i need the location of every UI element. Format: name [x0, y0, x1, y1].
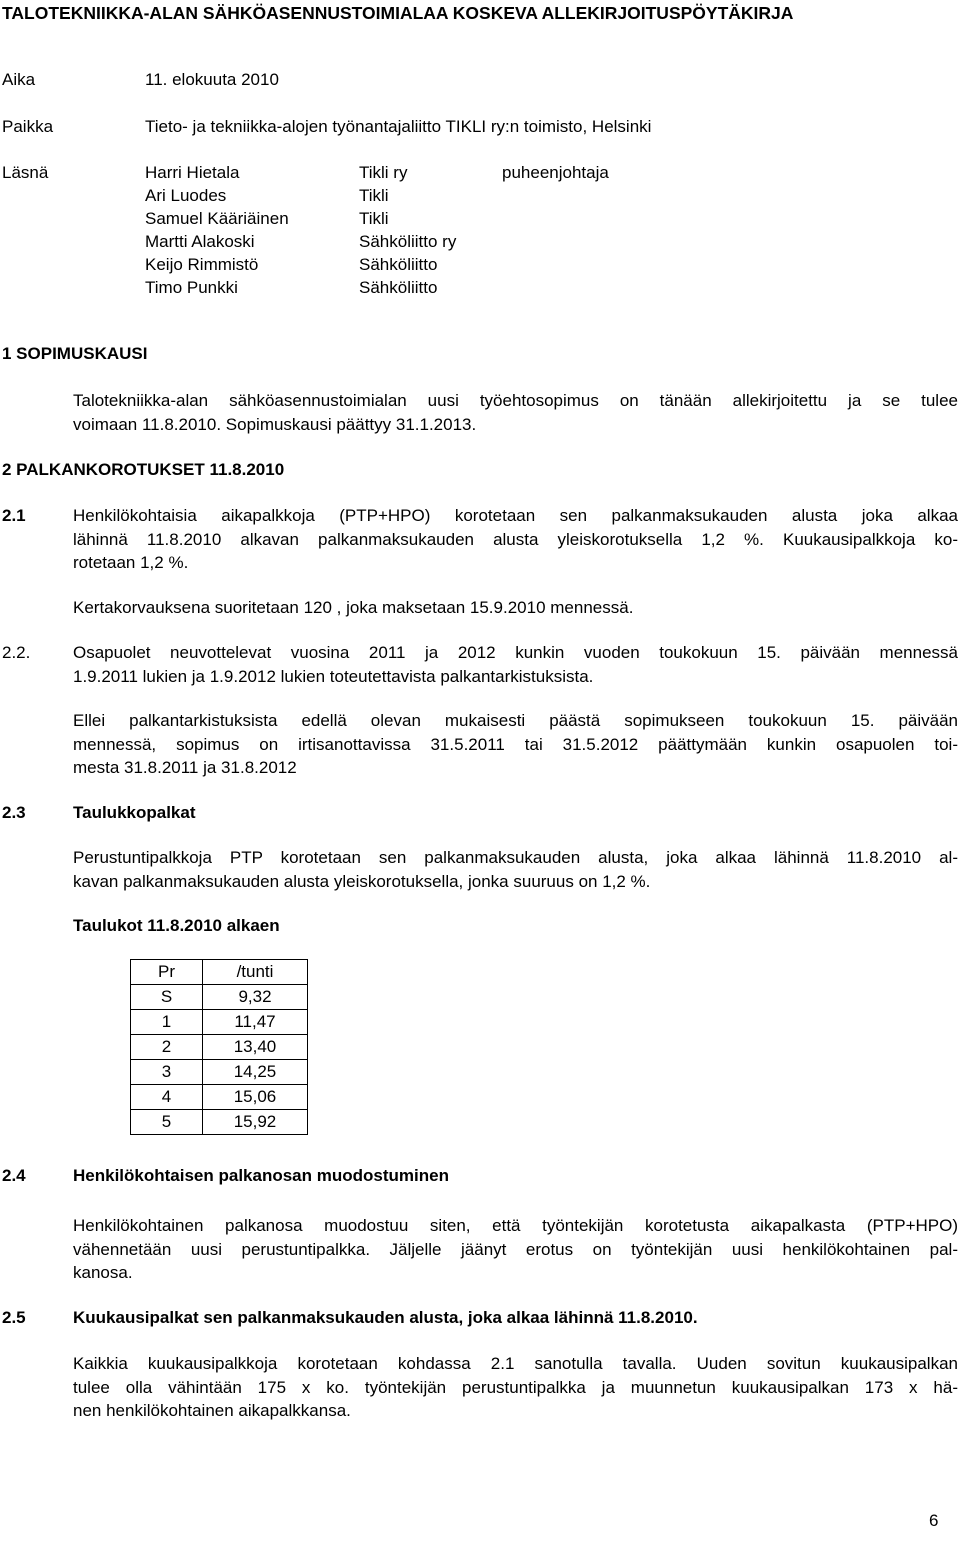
table-cell: 1 [131, 1010, 203, 1035]
attendee-org: Tikli [359, 186, 389, 205]
kertakorvaus-line: Kertakorvauksena suoritetaan 120 , joka maksetaan 15.9.2010 mennessä. [73, 598, 634, 617]
attendee-name: Timo Punkki [145, 278, 238, 297]
paragraph-line: Henkilökohtainen palkanosa muodostuu siten, että työntekijän korotetusta aikapalkasta (PTP+HPO) [73, 1216, 958, 1235]
table-cell: 14,25 [203, 1060, 308, 1085]
table-header-cell: Pr [131, 960, 203, 985]
s21-paragraph [73, 504, 958, 575]
s23-paragraph [73, 846, 958, 893]
attendee-org: Tikli [359, 209, 389, 228]
paragraph-line: vähennetään uusi perustuntipalkka. Jäljelle jäänyt erotus on työntekijän uusi henkilökohtainen pal- [73, 1239, 958, 1259]
table-cell: 5 [131, 1110, 203, 1135]
attendee-name: Martti Alakoski [145, 232, 255, 251]
paragraph-line: Osapuolet neuvottelevat vuosina 2011 ja 2012 kunkin vuoden toukokuun 15. päivään mennessä [73, 643, 958, 662]
paragraph-line: kavan palkanmaksukauden alusta yleiskorotuksella, jonka suuruus on 1,2 %. [73, 871, 651, 891]
attendee-org: Sähköliitto [359, 278, 438, 297]
table-header-cell: /tunti [203, 960, 308, 985]
page-number: 6 [929, 1511, 939, 1530]
attendee-name: Harri Hietala [145, 163, 240, 182]
aika-label: Aika [2, 70, 36, 89]
attendee-org: Sähköliitto ry [359, 232, 457, 251]
subsection-number: 2.3 [2, 803, 26, 822]
table-cell: 3 [131, 1060, 203, 1085]
s25-paragraph [73, 1352, 958, 1423]
subsection-number: 2.1 [2, 506, 26, 525]
subsection-heading-taulukkopalkat: Taulukkopalkat [73, 803, 196, 822]
table-row [131, 1010, 308, 1035]
aika-value: 11. elokuuta 2010 [145, 70, 279, 89]
paikka-label: Paikka [2, 117, 54, 136]
attendee-org: Tikli ry [359, 163, 408, 182]
paragraph-line: rotetaan 1,2 %. [73, 553, 189, 572]
s24-paragraph [73, 1214, 958, 1285]
table-title: Taulukot 11.8.2010 alkaen [73, 916, 280, 935]
section-heading-palkankorotukset: 2 PALKANKOROTUKSET 11.8.2010 [2, 460, 285, 479]
table-row [131, 1110, 308, 1135]
table-cell: 4 [131, 1085, 203, 1110]
paragraph-line: voimaan 11.8.2010. Sopimuskausi päättyy 31.1.2013. [73, 414, 477, 434]
subsection-number: 2.4 [2, 1166, 26, 1185]
s22-paragraph-2 [73, 709, 958, 780]
document-title: TALOTEKNIIKKA-ALAN SÄHKÖASENNUSTOIMIALAA KOSKEVA ALLEKIRJOITUSPÖYTÄKIRJA [2, 3, 794, 23]
paikka-value: Tieto- ja tekniikka-alojen työnantajaliitto TIKLI ry:n toimisto, Helsinki [145, 117, 652, 136]
table-cell: 15,92 [203, 1110, 308, 1135]
paragraph-line: Ellei palkantarkistuksista edellä olevan mukaisesti päästä sopimukseen toukokuun 15. päivään [73, 711, 958, 730]
paragraph-line: Talotekniikka-alan sähköasennustoimialan uusi työehtosopimus on tänään allekirjoitettu ja se tulee [73, 391, 958, 410]
paragraph-line: tulee olla vähintään 175 x ko. työntekijän perustuntipalkka ja muunnetun kuukausipalkan 173 x hä- [73, 1377, 958, 1397]
table-header-row [131, 960, 308, 985]
wage-table [130, 959, 308, 1135]
attendee-name: Samuel Kääriäinen [145, 209, 289, 228]
table-row [131, 1060, 308, 1085]
table-cell: 13,40 [203, 1035, 308, 1060]
subsection-heading-henkilokohtainen: Henkilökohtaisen palkanosan muodostuminen [73, 1166, 449, 1185]
paragraph-line: mennessä, sopimus on irtisanottavissa 31.5.2011 tai 31.5.2012 päättymään kunkin osapuolen toi- [73, 734, 958, 754]
s22-paragraph [73, 641, 958, 688]
attendee-name: Keijo Rimmistö [145, 255, 259, 274]
paragraph-line: Perustuntipalkkoja PTP korotetaan sen palkanmaksukauden alusta, joka alkaa lähinnä 11.8.2010 al- [73, 848, 958, 867]
table-cell: 2 [131, 1035, 203, 1060]
table-row [131, 1085, 308, 1110]
paragraph-line: nen henkilökohtainen aikapalkkansa. [73, 1401, 351, 1420]
subsection-heading-kuukausipalkat: Kuukausipalkat sen palkanmaksukauden alusta, joka alkaa lähinnä 11.8.2010. [73, 1308, 698, 1327]
table-cell: 9,32 [203, 985, 308, 1010]
table-cell: 15,06 [203, 1085, 308, 1110]
paragraph-line: kanosa. [73, 1263, 133, 1282]
table-cell: S [131, 985, 203, 1010]
paragraph-line: mesta 31.8.2011 ja 31.8.2012 [73, 758, 297, 777]
lasna-label: Läsnä [2, 163, 49, 182]
table-row [131, 1035, 308, 1060]
section-heading-sopimuskausi: 1 SOPIMUSKAUSI [2, 344, 148, 363]
attendee-role: puheenjohtaja [502, 163, 609, 182]
attendee-org: Sähköliitto [359, 255, 438, 274]
paragraph-line: Henkilökohtaisia aikapalkkoja (PTP+HPO) korotetaan sen palkanmaksukauden alusta joka alkaa [73, 506, 958, 525]
attendee-name: Ari Luodes [145, 186, 227, 205]
table-row [131, 985, 308, 1010]
subsection-number: 2.2. [2, 643, 31, 662]
section1-paragraph [73, 389, 958, 436]
paragraph-line: 1.9.2011 lukien ja 1.9.2012 lukien toteutettavista palkantarkistuksista. [73, 666, 594, 686]
paragraph-line: Kaikkia kuukausipalkkoja korotetaan kohdassa 2.1 sanotulla tavalla. Uuden sovitun kuukausipalkan [73, 1354, 958, 1373]
subsection-number: 2.5 [2, 1308, 26, 1327]
table-cell: 11,47 [203, 1010, 308, 1035]
paragraph-line: lähinnä 11.8.2010 alkavan palkanmaksukauden alusta yleiskorotuksella 1,2 %. Kuukausipalkkoja ko- [73, 529, 958, 549]
